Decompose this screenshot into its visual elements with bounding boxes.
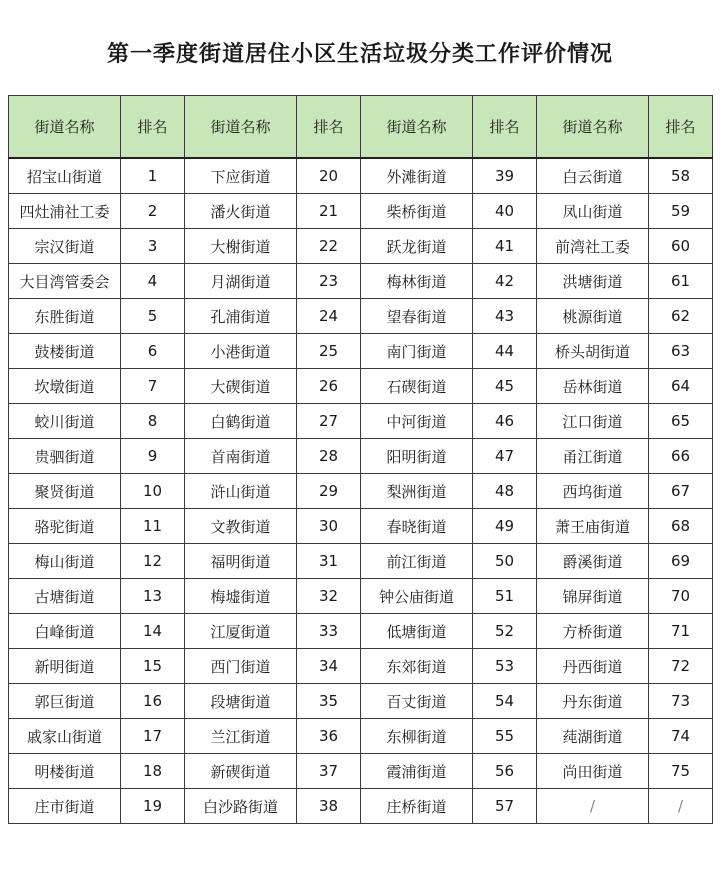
table-row [9, 299, 713, 334]
table-row [9, 509, 713, 544]
rank-cell: 46 [473, 404, 537, 439]
table-row [9, 684, 713, 719]
table-row [9, 158, 713, 194]
rank-cell: 31 [297, 544, 361, 579]
rank-cell: 48 [473, 474, 537, 509]
rank-cell: 47 [473, 439, 537, 474]
rank-cell: 69 [649, 544, 713, 579]
rank-cell: 7 [121, 369, 185, 404]
rank-cell: 29 [297, 474, 361, 509]
street-name-cell: 戚家山街道 [9, 719, 121, 754]
rank-cell: 16 [121, 684, 185, 719]
street-name-cell: 江口街道 [537, 404, 649, 439]
street-name-cell: 梅墟街道 [185, 579, 297, 614]
rank-cell: 1 [121, 158, 185, 194]
rank-cell: 58 [649, 158, 713, 194]
street-name-cell: 外滩街道 [361, 158, 473, 194]
street-name-cell: 白云街道 [537, 158, 649, 194]
street-name-cell: 聚贤街道 [9, 474, 121, 509]
street-name-cell: 首南街道 [185, 439, 297, 474]
street-name-cell: 丹西街道 [537, 649, 649, 684]
rank-cell: 64 [649, 369, 713, 404]
street-name-cell: 春晓街道 [361, 509, 473, 544]
street-name-cell: 古塘街道 [9, 579, 121, 614]
rank-cell: 8 [121, 404, 185, 439]
street-name-cell: 低塘街道 [361, 614, 473, 649]
table-row [9, 789, 713, 824]
table-row [9, 754, 713, 789]
rank-cell: 52 [473, 614, 537, 649]
rank-cell: 18 [121, 754, 185, 789]
rank-cell: 11 [121, 509, 185, 544]
street-name-cell: 凤山街道 [537, 194, 649, 229]
street-name-cell: 前江街道 [361, 544, 473, 579]
street-name-cell: 甬江街道 [537, 439, 649, 474]
street-name-cell: 大榭街道 [185, 229, 297, 264]
rank-cell: 56 [473, 754, 537, 789]
table-row [9, 439, 713, 474]
rank-cell: 66 [649, 439, 713, 474]
rank-cell: 74 [649, 719, 713, 754]
table-row [9, 649, 713, 684]
rank-cell: 17 [121, 719, 185, 754]
column-header: 排名 [121, 96, 185, 159]
rank-cell: 27 [297, 404, 361, 439]
street-name-cell: 四灶浦社工委 [9, 194, 121, 229]
street-name-cell: 梅山街道 [9, 544, 121, 579]
street-name-cell: 潘火街道 [185, 194, 297, 229]
street-name-cell: 莼湖街道 [537, 719, 649, 754]
table-body [9, 158, 713, 824]
rank-cell: 12 [121, 544, 185, 579]
table-row [9, 544, 713, 579]
rank-cell: 45 [473, 369, 537, 404]
column-header: 排名 [297, 96, 361, 159]
street-name-cell: 石碶街道 [361, 369, 473, 404]
table-row [9, 474, 713, 509]
rank-cell: 13 [121, 579, 185, 614]
street-name-cell: 明楼街道 [9, 754, 121, 789]
table-row [9, 614, 713, 649]
rank-cell: 61 [649, 264, 713, 299]
table-row [9, 229, 713, 264]
table-row [9, 719, 713, 754]
rank-cell: 23 [297, 264, 361, 299]
rank-cell: 19 [121, 789, 185, 824]
column-header: 街道名称 [361, 96, 473, 159]
rank-cell: 22 [297, 229, 361, 264]
rank-cell: 37 [297, 754, 361, 789]
rank-cell: 44 [473, 334, 537, 369]
street-name-cell: 段塘街道 [185, 684, 297, 719]
street-name-cell: 新碶街道 [185, 754, 297, 789]
rank-cell: 72 [649, 649, 713, 684]
rank-cell: 34 [297, 649, 361, 684]
rank-cell: 28 [297, 439, 361, 474]
table-row [9, 194, 713, 229]
street-name-cell: 郭巨街道 [9, 684, 121, 719]
street-name-cell: 百丈街道 [361, 684, 473, 719]
rank-cell: 57 [473, 789, 537, 824]
page-title: 第一季度街道居住小区生活垃圾分类工作评价情况 [106, 42, 613, 67]
rank-cell: 30 [297, 509, 361, 544]
rank-cell: 75 [649, 754, 713, 789]
rank-cell: 42 [473, 264, 537, 299]
street-name-cell: 白峰街道 [9, 614, 121, 649]
street-name-cell: 贵驷街道 [9, 439, 121, 474]
rank-cell: 24 [297, 299, 361, 334]
street-name-cell: 白沙路街道 [185, 789, 297, 824]
table-row [9, 264, 713, 299]
ranking-table [8, 95, 713, 824]
street-name-cell: 庄桥街道 [361, 789, 473, 824]
rank-cell: 53 [473, 649, 537, 684]
street-name-cell: 坎墩街道 [9, 369, 121, 404]
rank-cell: 65 [649, 404, 713, 439]
street-name-cell: 前湾社工委 [537, 229, 649, 264]
street-name-cell: 中河街道 [361, 404, 473, 439]
street-name-cell: 宗汉街道 [9, 229, 121, 264]
rank-cell: 20 [297, 158, 361, 194]
column-header: 街道名称 [185, 96, 297, 159]
table-row [9, 334, 713, 369]
rank-cell: 25 [297, 334, 361, 369]
street-name-cell: 锦屏街道 [537, 579, 649, 614]
street-name-cell: 梨洲街道 [361, 474, 473, 509]
street-name-cell: 新明街道 [9, 649, 121, 684]
rank-cell: 5 [121, 299, 185, 334]
street-name-cell: 文教街道 [185, 509, 297, 544]
rank-cell: 6 [121, 334, 185, 369]
street-name-cell: 庄市街道 [9, 789, 121, 824]
rank-cell: 14 [121, 614, 185, 649]
rank-cell: 67 [649, 474, 713, 509]
rank-cell: 3 [121, 229, 185, 264]
street-name-cell: 钟公庙街道 [361, 579, 473, 614]
rank-cell: 62 [649, 299, 713, 334]
street-name-cell: 东郊街道 [361, 649, 473, 684]
column-header: 街道名称 [9, 96, 121, 159]
street-name-cell: 小港街道 [185, 334, 297, 369]
rank-cell: 35 [297, 684, 361, 719]
rank-cell: 55 [473, 719, 537, 754]
column-header: 街道名称 [537, 96, 649, 159]
street-name-cell: 福明街道 [185, 544, 297, 579]
rank-cell: 63 [649, 334, 713, 369]
street-name-cell: 鼓楼街道 [9, 334, 121, 369]
street-name-cell: 月湖街道 [185, 264, 297, 299]
street-name-cell: 下应街道 [185, 158, 297, 194]
rank-cell: 4 [121, 264, 185, 299]
rank-cell: 21 [297, 194, 361, 229]
street-name-cell: 兰江街道 [185, 719, 297, 754]
street-name-cell: 方桥街道 [537, 614, 649, 649]
street-name-cell: 洪塘街道 [537, 264, 649, 299]
rank-cell: 51 [473, 579, 537, 614]
street-name-cell: 东胜街道 [9, 299, 121, 334]
table-row [9, 369, 713, 404]
street-name-cell: 南门街道 [361, 334, 473, 369]
rank-cell: / [649, 789, 713, 824]
street-name-cell: 西坞街道 [537, 474, 649, 509]
rank-cell: 71 [649, 614, 713, 649]
rank-cell: 26 [297, 369, 361, 404]
street-name-cell: / [537, 789, 649, 824]
rank-cell: 9 [121, 439, 185, 474]
rank-cell: 41 [473, 229, 537, 264]
table-header-row [9, 96, 713, 159]
street-name-cell: 萧王庙街道 [537, 509, 649, 544]
rank-cell: 60 [649, 229, 713, 264]
street-name-cell: 桃源街道 [537, 299, 649, 334]
rank-cell: 70 [649, 579, 713, 614]
rank-cell: 2 [121, 194, 185, 229]
street-name-cell: 阳明街道 [361, 439, 473, 474]
rank-cell: 68 [649, 509, 713, 544]
street-name-cell: 丹东街道 [537, 684, 649, 719]
rank-cell: 40 [473, 194, 537, 229]
rank-cell: 33 [297, 614, 361, 649]
street-name-cell: 浒山街道 [185, 474, 297, 509]
street-name-cell: 霞浦街道 [361, 754, 473, 789]
rank-cell: 73 [649, 684, 713, 719]
rank-cell: 10 [121, 474, 185, 509]
rank-cell: 15 [121, 649, 185, 684]
table-row [9, 404, 713, 439]
rank-cell: 59 [649, 194, 713, 229]
rank-cell: 49 [473, 509, 537, 544]
rank-cell: 36 [297, 719, 361, 754]
column-header: 排名 [649, 96, 713, 159]
street-name-cell: 跃龙街道 [361, 229, 473, 264]
street-name-cell: 梅林街道 [361, 264, 473, 299]
street-name-cell: 江厦街道 [185, 614, 297, 649]
street-name-cell: 柴桥街道 [361, 194, 473, 229]
street-name-cell: 爵溪街道 [537, 544, 649, 579]
street-name-cell: 大目湾管委会 [9, 264, 121, 299]
rank-cell: 39 [473, 158, 537, 194]
street-name-cell: 岳林街道 [537, 369, 649, 404]
street-name-cell: 招宝山街道 [9, 158, 121, 194]
street-name-cell: 孔浦街道 [185, 299, 297, 334]
rank-cell: 50 [473, 544, 537, 579]
street-name-cell: 骆驼街道 [9, 509, 121, 544]
rank-cell: 32 [297, 579, 361, 614]
street-name-cell: 白鹤街道 [185, 404, 297, 439]
rank-cell: 38 [297, 789, 361, 824]
rank-cell: 43 [473, 299, 537, 334]
street-name-cell: 桥头胡街道 [537, 334, 649, 369]
street-name-cell: 西门街道 [185, 649, 297, 684]
rank-cell: 54 [473, 684, 537, 719]
street-name-cell: 东柳街道 [361, 719, 473, 754]
street-name-cell: 大碶街道 [185, 369, 297, 404]
street-name-cell: 蛟川街道 [9, 404, 121, 439]
street-name-cell: 尚田街道 [537, 754, 649, 789]
column-header: 排名 [473, 96, 537, 159]
street-name-cell: 望春街道 [361, 299, 473, 334]
table-row [9, 579, 713, 614]
